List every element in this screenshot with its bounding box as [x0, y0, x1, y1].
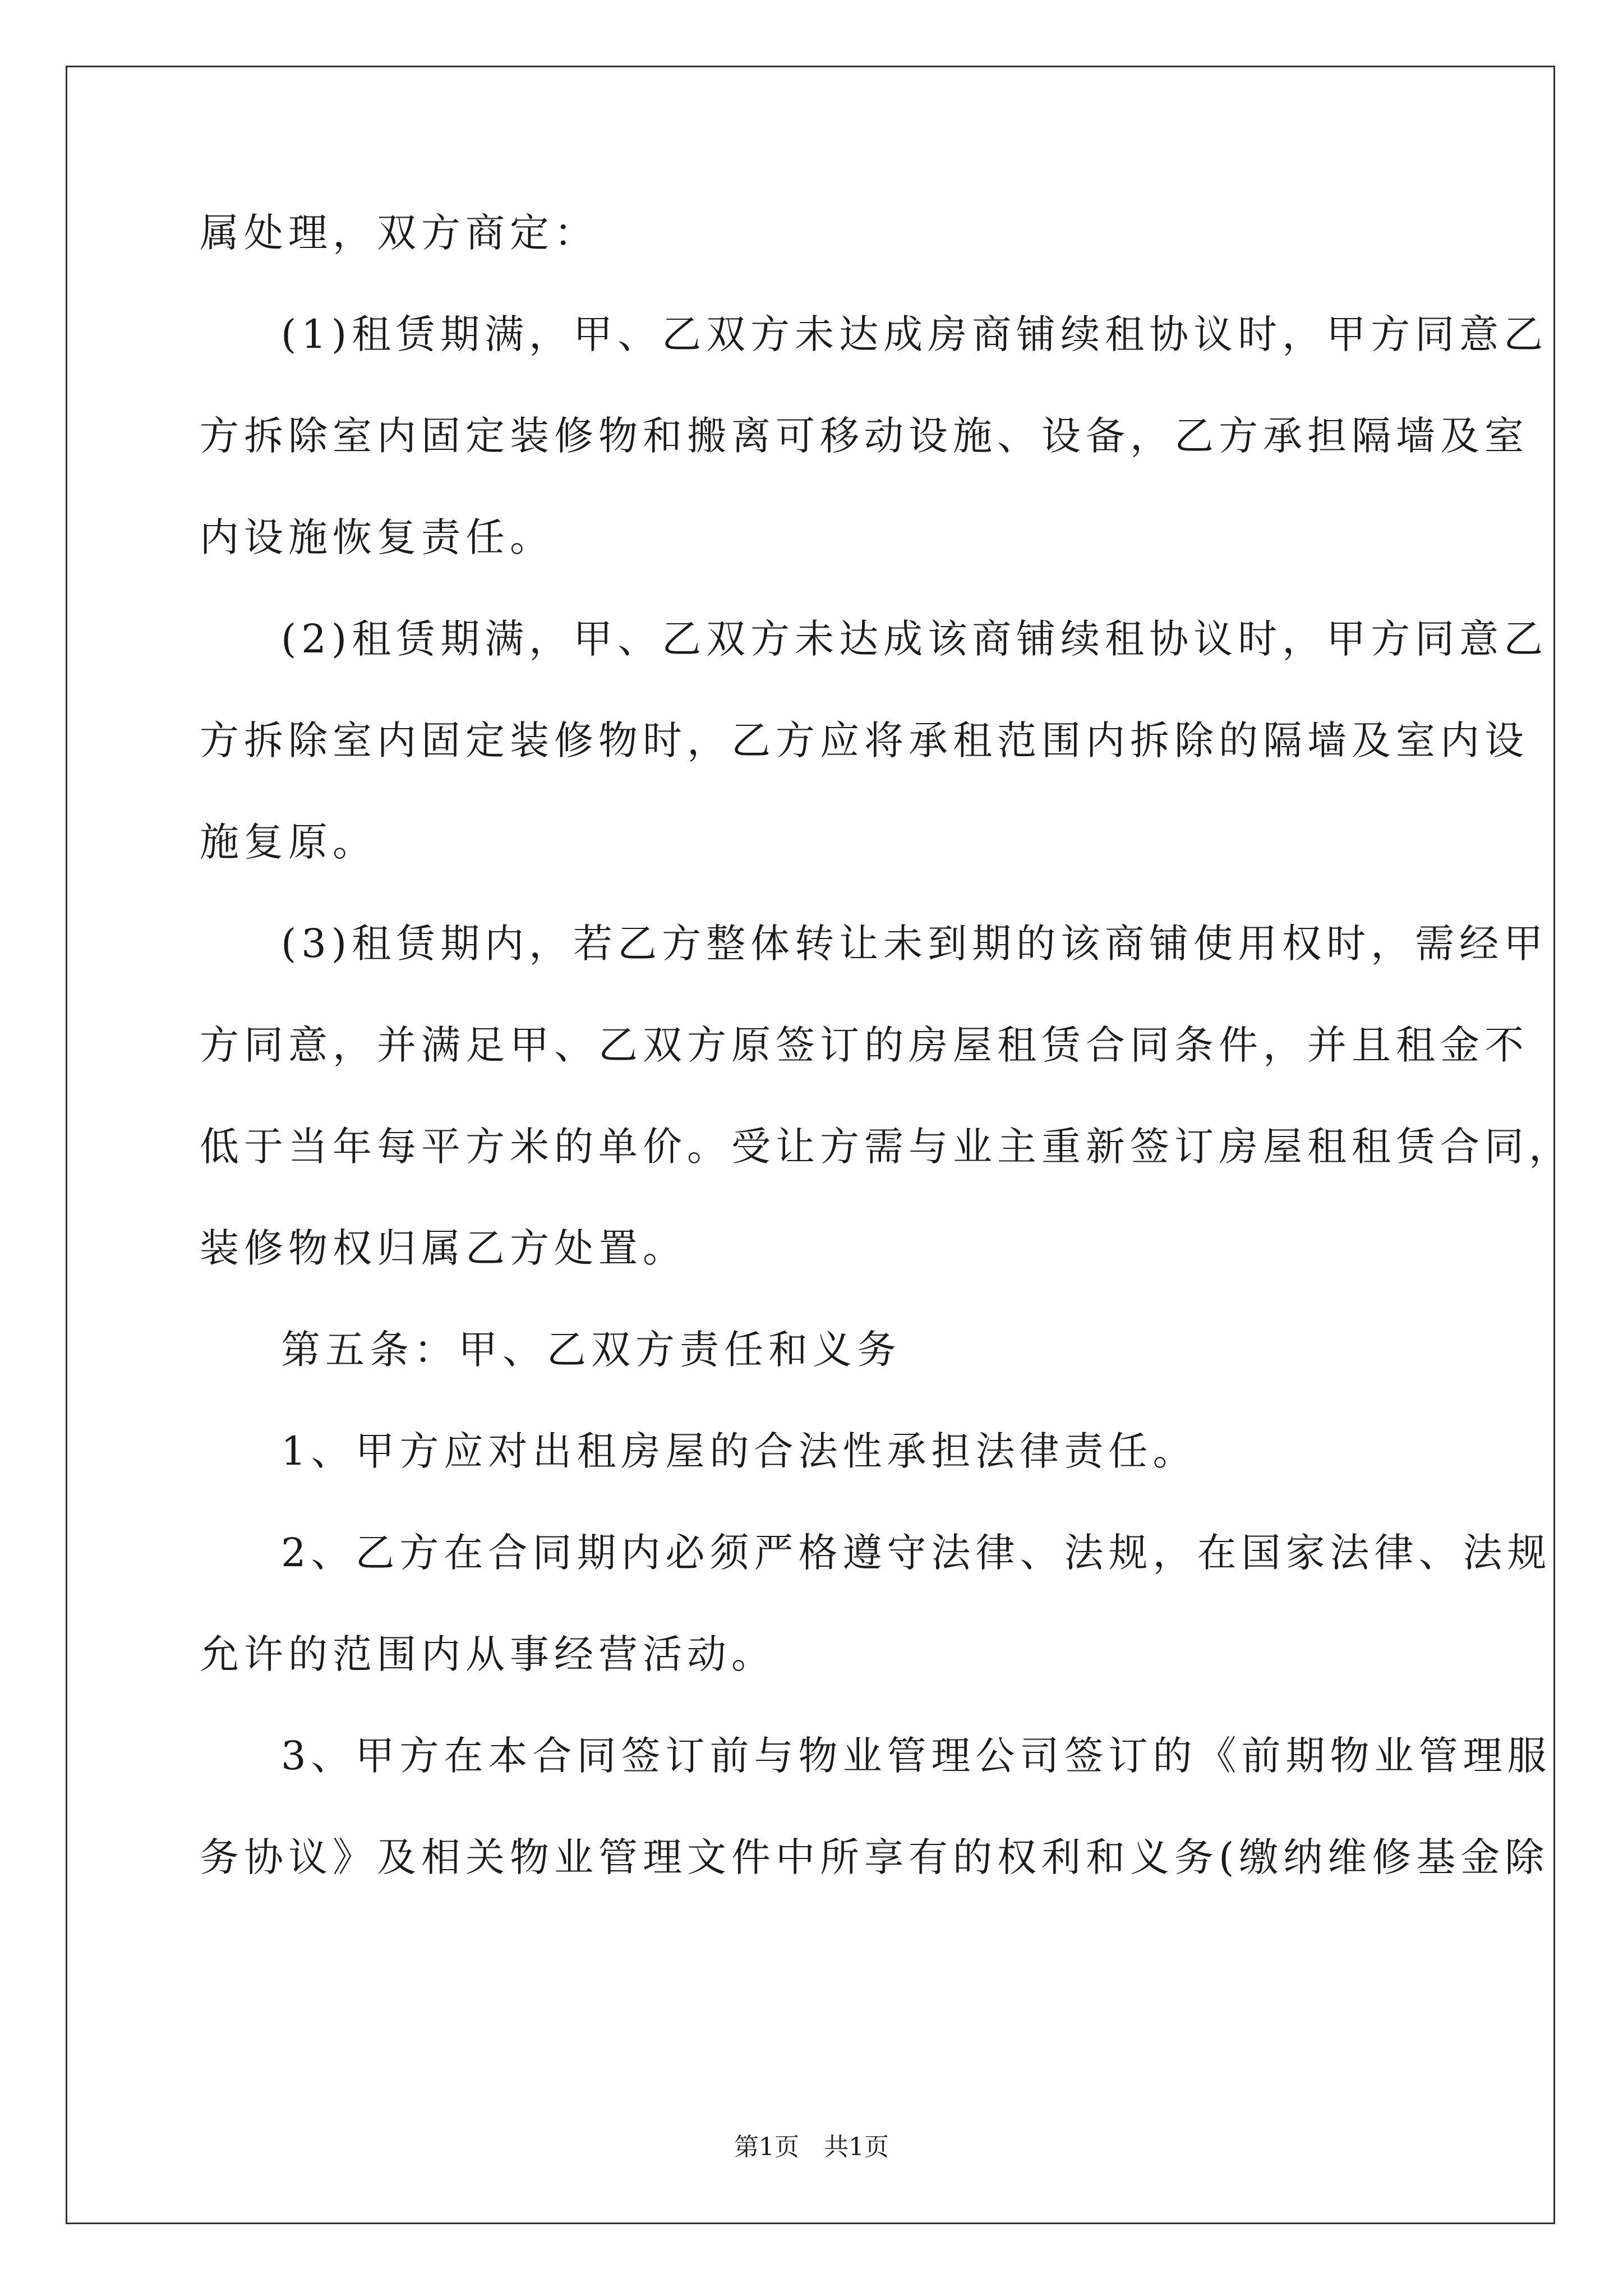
text-line: 低于当年每平方米的单价。受让方需与业主重新签订房屋租租赁合同，	[200, 1124, 1573, 1170]
text-line: 务协议》及相关物业管理文件中所享有的权利和义务(缴纳维修基金除	[200, 1834, 1550, 1880]
text-line: 属处理，双方商定：	[200, 210, 598, 256]
text-line: 1、甲方应对出租房屋的合法性承担法律责任。	[281, 1428, 1197, 1474]
page-number: 第1页 共1页	[734, 2133, 889, 2161]
text-line: 装修物权归属乙方处置。	[200, 1225, 687, 1271]
text-line: 2、乙方在合同期内必须严格遵守法律、法规，在国家法律、法规	[281, 1530, 1552, 1576]
text-line: 施复原。	[200, 819, 377, 865]
text-line: (3)租赁期内，若乙方整体转让未到期的该商铺使用权时，需经甲	[281, 921, 1548, 967]
text-line: 内设施恢复责任。	[200, 514, 554, 560]
text-line: 3、甲方在本合同签订前与物业管理公司签订的《前期物业管理服	[281, 1733, 1552, 1779]
text-line: (1)租赁期满，甲、乙双方未达成房商铺续租协议时，甲方同意乙	[281, 311, 1548, 357]
section-heading: 第五条：甲、乙双方责任和义务	[281, 1327, 901, 1373]
text-line: 方同意，并满足甲、乙双方原签订的房屋租赁合同条件，并且租金不	[200, 1022, 1529, 1068]
text-line: 允许的范围内从事经营活动。	[200, 1631, 776, 1677]
text-line: 方拆除室内固定装修物时，乙方应将承租范围内拆除的隔墙及室内设	[200, 717, 1529, 763]
text-line: 方拆除室内固定装修物和搬离可移动设施、设备，乙方承担隔墙及室	[200, 413, 1529, 459]
text-line: (2)租赁期满，甲、乙双方未达成该商铺续租协议时，甲方同意乙	[281, 616, 1548, 662]
